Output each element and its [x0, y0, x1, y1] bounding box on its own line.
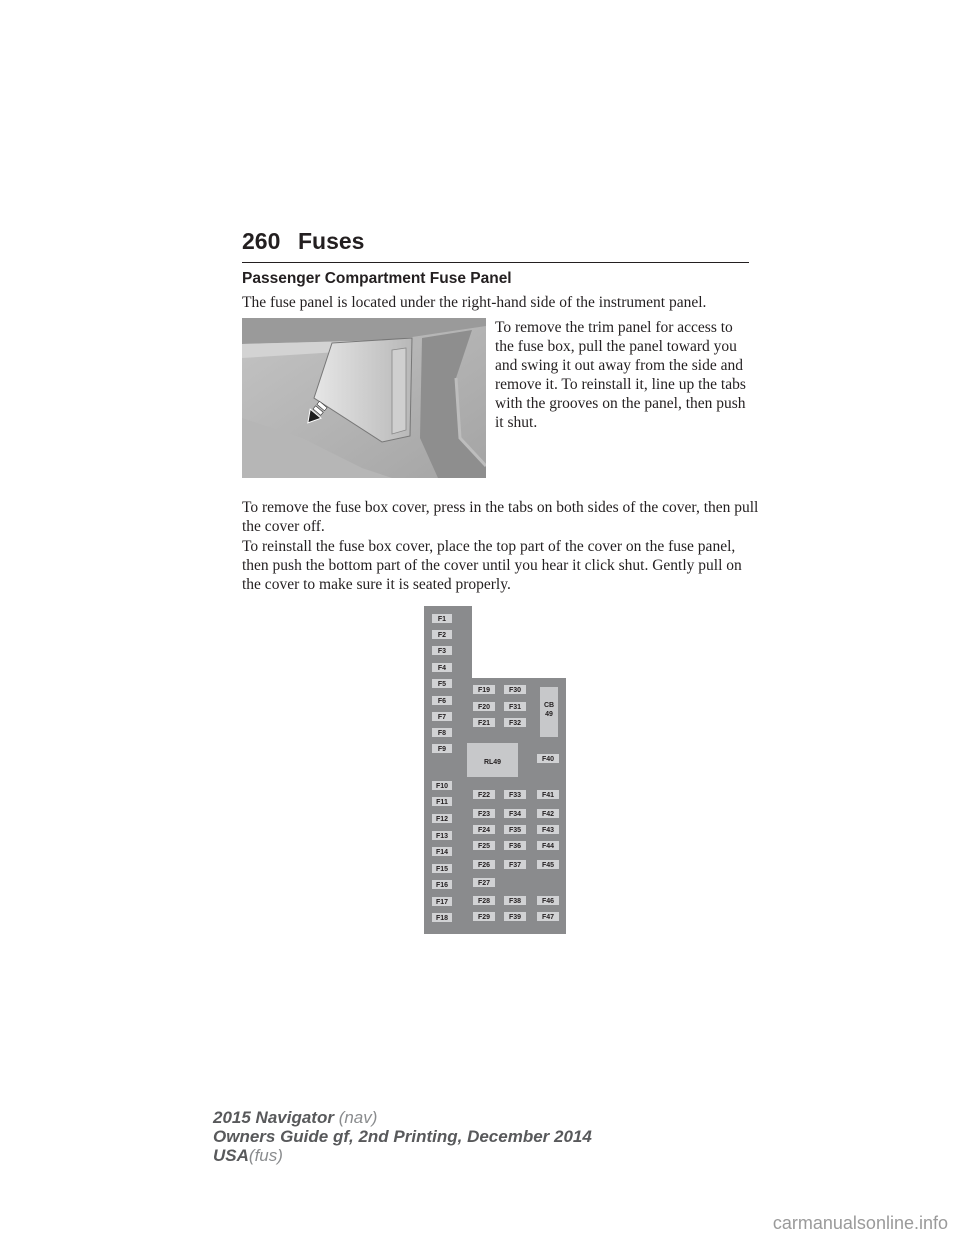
fuse-f17-label: F17 — [435, 899, 449, 906]
fuse-f7-label: F7 — [437, 714, 447, 721]
fuse-f2-label: F2 — [437, 632, 447, 639]
breaker-label-line1: CB — [543, 702, 555, 709]
fuse-f29-label: F29 — [477, 914, 491, 921]
fuse-f9-label: F9 — [437, 746, 447, 753]
fuse-f47-label: F47 — [541, 914, 555, 921]
cover-removal-paragraph: To remove the fuse box cover, press in the tabs on both sides of the cover, then pull the cover off. — [242, 499, 759, 535]
footer-model-code: (nav) — [338, 1108, 378, 1127]
intro-paragraph: The fuse panel is located under the right-hand side of the instrument panel. — [242, 294, 707, 311]
fuse-f13-label: F13 — [435, 833, 449, 840]
breaker-label-line2: 49 — [545, 711, 553, 718]
fuse-f19-label: F19 — [477, 687, 491, 694]
fuse-f40-label: F40 — [541, 756, 555, 763]
fuse-f18-label: F18 — [435, 915, 449, 922]
footer-model: 2015 Navigator — [213, 1108, 334, 1127]
fuse-f30-label: F30 — [508, 687, 522, 694]
trim-panel-illustration — [242, 318, 486, 478]
fuse-f27-label: F27 — [477, 880, 491, 887]
fuse-f23-label: F23 — [477, 811, 491, 818]
fuse-f3-label: F3 — [437, 648, 447, 655]
footer-market-code: (fus) — [248, 1146, 283, 1165]
fuse-f25-label: F25 — [477, 843, 491, 850]
fuse-f36-label: F36 — [508, 843, 522, 850]
footer-market: USA — [213, 1146, 249, 1165]
relay-label: RL49 — [483, 759, 502, 766]
chapter-title: Fuses — [298, 228, 365, 254]
fuse-f24-label: F24 — [477, 827, 491, 834]
fuse-f11-label: F11 — [436, 799, 448, 806]
fuse-f33-label: F33 — [508, 792, 522, 799]
fuse-f10-label: F10 — [435, 783, 449, 790]
fuse-f45-label: F45 — [541, 862, 555, 869]
fuse-f31-label: F31 — [508, 704, 522, 711]
fuse-f14-label: F14 — [435, 849, 449, 856]
fuse-f6-label: F6 — [437, 698, 447, 705]
fuse-f28-label: F28 — [477, 898, 491, 905]
fuse-f12-label: F12 — [435, 816, 449, 823]
fuse-f16-label: F16 — [435, 882, 449, 889]
fuse-f43-label: F43 — [541, 827, 555, 834]
fuse-f42-label: F42 — [541, 811, 555, 818]
fuse-f15-label: F15 — [435, 866, 449, 873]
watermark: carmanualsonline.info — [772, 1213, 948, 1233]
fuse-f21-label: F21 — [477, 720, 491, 727]
fuse-f1-label: F1 — [437, 616, 447, 623]
fuse-f46-label: F46 — [541, 898, 555, 905]
page-number: 260 — [242, 228, 281, 254]
fuse-f22-label: F22 — [477, 792, 491, 799]
fuse-f44-label: F44 — [541, 843, 555, 850]
cover-reinstall-paragraph: To reinstall the fuse box cover, place the top part of the cover on the fuse panel, then push the bottom part of the cover until you hear it click shut. Gently pull on the cover to make sure it is seated properly. — [242, 538, 742, 593]
fuse-f37-label: F37 — [508, 862, 522, 869]
fuse-f41-label: F41 — [541, 792, 555, 799]
fuse-f26-label: F26 — [477, 862, 491, 869]
footer-guide-info: Owners Guide gf, 2nd Printing, December 2014 — [213, 1127, 592, 1146]
fuse-f8-label: F8 — [437, 730, 447, 737]
fuse-f39-label: F39 — [508, 914, 522, 921]
fuse-f20-label: F20 — [477, 704, 491, 711]
fuse-panel-diagram — [424, 606, 566, 934]
fuse-f5-label: F5 — [437, 681, 447, 688]
section-title: Passenger Compartment Fuse Panel — [242, 270, 512, 287]
fuse-f32-label: F32 — [508, 720, 522, 727]
fuse-f35-label: F35 — [508, 827, 522, 834]
page-footer — [213, 1108, 592, 1165]
fuse-f34-label: F34 — [508, 811, 522, 818]
fuse-f38-label: F38 — [508, 898, 522, 905]
fuse-f4-label: F4 — [437, 665, 447, 672]
trim-panel-instructions: To remove the trim panel for access to the fuse box, pull the panel toward you and swing it out away from the side and remove it. To reinstall it, line up the tabs with the grooves on the panel, then push it shut. — [495, 319, 746, 431]
page-header — [242, 228, 749, 263]
